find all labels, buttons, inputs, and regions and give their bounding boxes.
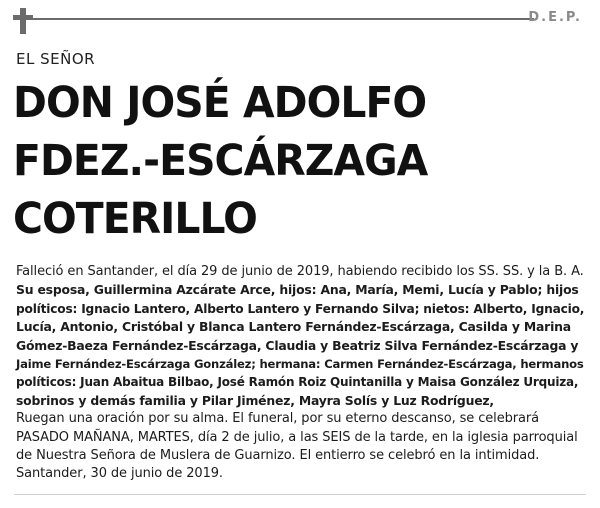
dep-label: D.E.P. [528, 10, 582, 25]
family-line: Gómez-Baeza Fernández-Escárzaga, Claudia y Beatriz Silva Fernández-Escárzaga y [16, 337, 579, 353]
closing-line: Santander, 30 de junio de 2019. [16, 466, 223, 482]
name-line: DON JOSÉ ADOLFO [13, 78, 427, 128]
honorific: EL SEÑOR [16, 50, 96, 68]
name-line: FDEZ.-ESCÁRZAGA [13, 136, 428, 186]
notice-body [16, 263, 586, 484]
family-line: políticos: Juan Abaitua Bilbao, José Ramón Roiz Quintanilla y Maisa González Urquiza, [16, 375, 579, 390]
name-line: COTERILLO [13, 194, 257, 244]
deceased-name [13, 74, 564, 248]
family-line: Su esposa, Guillermina Azcárate Arce, hijos: Ana, María, Memi, Lucía y Pablo; hijos [16, 282, 579, 298]
top-rule [14, 18, 534, 20]
family-line: sobrinos y demás familia y Pilar Jiménez, Mayra Solís y Luz Rodríguez, [16, 392, 494, 408]
funeral-line: de Nuestra Señora de Muslera de Guarnizo. El entierro se celebró en la intimidad. [16, 448, 540, 464]
funeral-line: PASADO MAÑANA, MARTES, día 2 de julio, a las SEIS de la tarde, en la iglesia parroquial [16, 429, 578, 445]
family-line: Jaime Fernández-Escárzaga González; hermana: Carmen Fernández-Escárzaga, hermanos [16, 357, 584, 372]
family-line: Lucía, Antonio, Cristóbal y Blanca Lantero Fernández-Escárzaga, Casilda y Marina [16, 319, 571, 335]
cross-icon [12, 8, 34, 34]
funeral-line: Ruegan una oración por su alma. El funeral, por su eterno descanso, se celebrará [16, 411, 539, 427]
bottom-rule [14, 494, 586, 495]
family-line: políticos: Ignacio Lantero, Alberto Lantero y Fernando Silva; nietos: Alberto, Ignacio, [16, 301, 585, 316]
intro-line: Falleció en Santander, el día 29 de junio de 2019, habiendo recibido los SS. SS. y la B. A. [16, 264, 584, 279]
